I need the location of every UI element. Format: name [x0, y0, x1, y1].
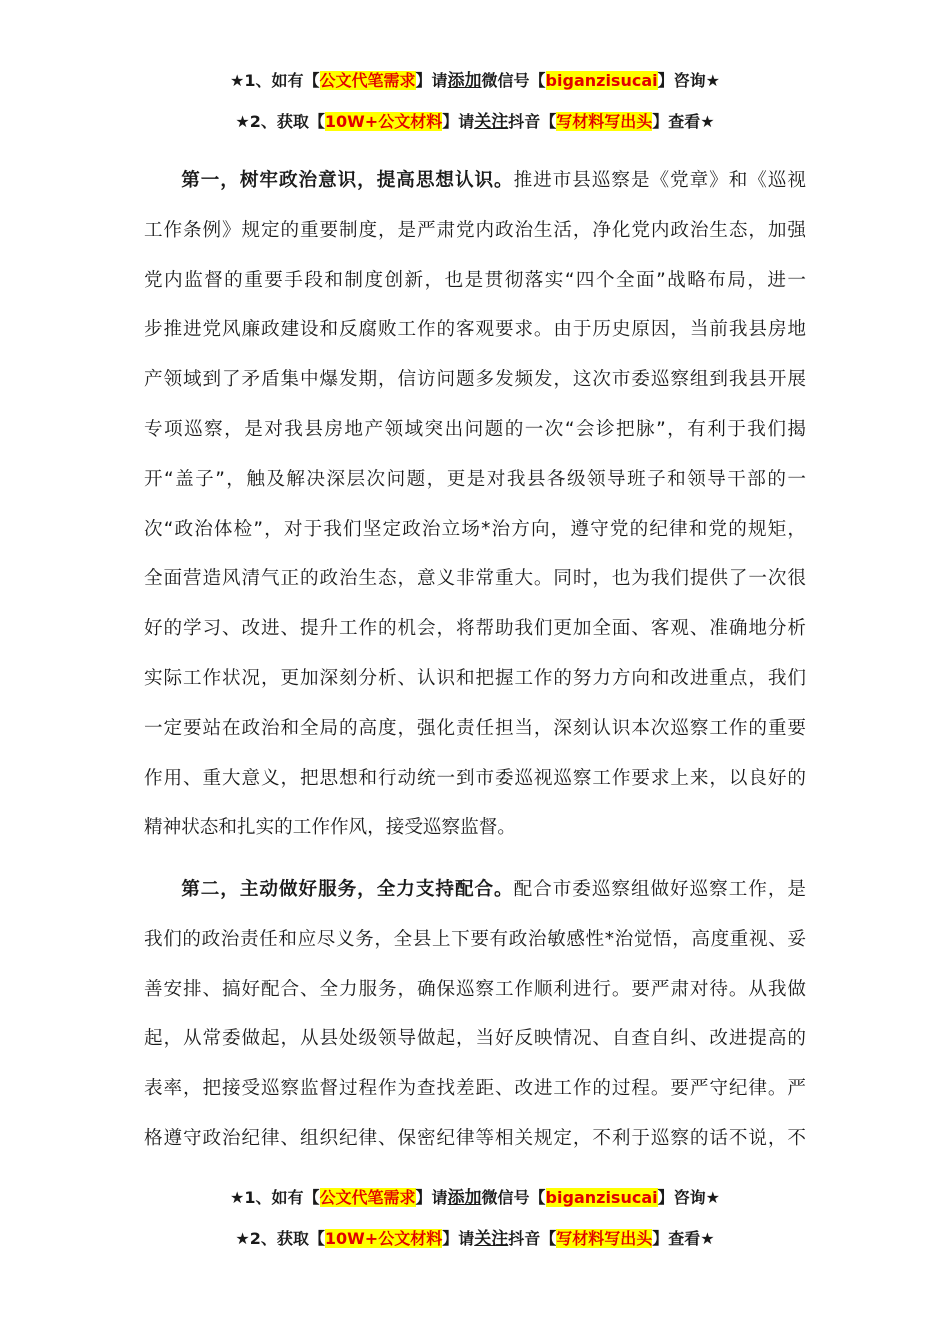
paragraph-2	[144, 865, 806, 1164]
promo-highlight-wechat-id: biganzisucai	[545, 1188, 658, 1207]
promo-text: 】请	[415, 71, 448, 90]
footer-promo-line-1	[0, 1186, 950, 1210]
paragraph-line: 开“盖子”，触及解决深层次问题，更是对我县各级领导班子和领导干部的一	[144, 468, 806, 490]
paragraph-line: 表率，把接受巡察监督过程作为查找差距、改进工作的过程。要严守纪律。严	[144, 1078, 806, 1100]
paragraph-line: 一定要站在政治和全局的高度，强化责任担当，深刻认识本次巡察工作的重要	[144, 717, 806, 739]
paragraph-line: 作用、重大意义，把思想和行动统一到市委巡视巡察工作要求上来，以良好的	[144, 767, 806, 789]
promo-text: 抖音【	[508, 112, 557, 131]
paragraph-line	[144, 865, 806, 915]
paragraph-line: 工作条例》规定的重要制度，是严肃党内政治生活，净化党内政治生态，加强	[144, 219, 806, 241]
paragraph-lead: 第二，主动做好服务，全力支持配合。	[181, 879, 514, 900]
paragraph-line: 实际工作状况，更加深刻分析、认识和把握工作的努力方向和改进重点，我们	[144, 667, 806, 689]
promo-highlight-douyin-id: 写材料写出头	[556, 112, 653, 131]
document-body	[144, 156, 806, 853]
promo-text: ★2、获取【	[235, 1229, 325, 1248]
promo-text: 】咨询★	[657, 1188, 720, 1207]
paragraph-line: 好的学习、改进、提升工作的机会，将帮助我们更加全面、客观、准确地分析	[144, 618, 806, 640]
promo-text: 抖音【	[508, 1229, 557, 1248]
promo-text: 微信号【	[481, 1188, 546, 1207]
paragraph-line: 产领域到了矛盾集中爆发期，信访问题多发频发，这次市委巡察组到我县开展	[144, 369, 806, 391]
line-text: 推进市县巡察是《党章》和《巡视	[513, 170, 806, 191]
promo-highlight-service: 公文代笔需求	[319, 1188, 416, 1207]
footer-promo-line-2	[0, 1227, 950, 1251]
promo-underline-add: 添加	[447, 71, 482, 91]
promo-text: 】请	[415, 1188, 448, 1207]
paragraph-line: 专项巡察，是对我县房地产领域突出问题的一次“会诊把脉”，有利于我们揭	[144, 418, 806, 440]
promo-underline-add: 添加	[447, 1188, 482, 1208]
promo-highlight-douyin-id: 写材料写出头	[556, 1229, 653, 1248]
paragraph-line: 次“政治体检”，对于我们坚定政治立场*治方向，遵守党的纪律和党的规矩，	[144, 518, 806, 540]
promo-text: ★2、获取【	[235, 112, 325, 131]
promo-text: 】咨询★	[657, 71, 720, 90]
paragraph-line	[144, 156, 806, 206]
promo-underline-follow: 关注	[474, 112, 509, 132]
promo-text: ★1、如有【	[230, 1188, 320, 1207]
promo-text: ★1、如有【	[230, 71, 320, 90]
header-promo-line-2	[0, 110, 950, 134]
promo-text: 】查看★	[652, 1229, 715, 1248]
document-body-continued	[144, 865, 806, 1164]
promo-highlight-wechat-id: biganzisucai	[545, 71, 658, 90]
promo-text: 】请	[442, 1229, 475, 1248]
promo-text: 微信号【	[481, 71, 546, 90]
paragraph-line: 党内监督的重要手段和制度创新，也是贯彻落实“四个全面”战略布局，进一	[144, 269, 806, 291]
line-text: 配合市委巡察组做好巡察工作，是	[513, 879, 806, 900]
paragraph-line: 格遵守政治纪律、组织纪律、保密纪律等相关规定，不利于巡察的话不说，不	[144, 1127, 806, 1149]
promo-text: 】查看★	[652, 112, 715, 131]
promo-highlight-materials: 10W+公文材料	[324, 112, 443, 131]
paragraph-line: 精神状态和扎实的工作作风，接受巡察监督。	[144, 817, 516, 839]
paragraph-lead: 第一，树牢政治意识，提高思想认识。	[181, 170, 514, 191]
promo-highlight-materials: 10W+公文材料	[324, 1229, 443, 1248]
paragraph-line: 起，从常委做起，从县处级领导做起，当好反映情况、自查自纠、改进提高的	[144, 1028, 806, 1050]
promo-underline-follow: 关注	[474, 1229, 509, 1249]
paragraph-line: 全面营造风清气正的政治生态，意义非常重大。同时，也为我们提供了一次很	[144, 568, 806, 590]
header-promo-line-1	[0, 69, 950, 93]
promo-text: 】请	[442, 112, 475, 131]
paragraph-1	[144, 156, 806, 853]
paragraph-line: 善安排、搞好配合、全力服务，确保巡察工作顺利进行。要严肃对待。从我做	[144, 978, 806, 1000]
promo-highlight-service: 公文代笔需求	[319, 71, 416, 90]
paragraph-line: 步推进党风廉政建设和反腐败工作的客观要求。由于历史原因，当前我县房地	[144, 319, 806, 341]
paragraph-line: 我们的政治责任和应尽义务，全县上下要有政治敏感性*治觉悟，高度重视、妥	[144, 928, 806, 950]
